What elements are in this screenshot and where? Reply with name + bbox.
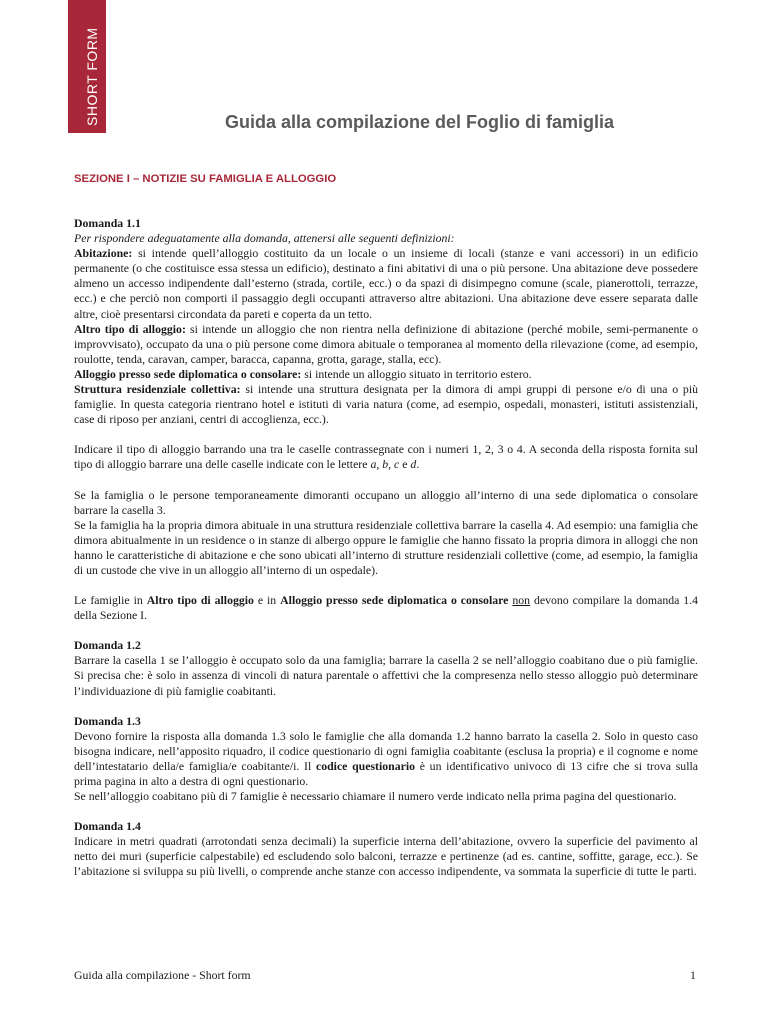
q13-heading: Domanda 1.3 — [74, 713, 141, 728]
definition-struttura-collettiva: Struttura residenziale collettiva: si intende una struttura designata per la dimora di ampi gruppi di persone e/o di una o più famiglie. In questa categoria rientrano hotel e istituti di varia natura (come, ad esempio, ospedali, monasteri, istituti assistenziali, case di riposo per anziani, centri di accoglienza, ecc.). — [74, 382, 698, 427]
q12-heading: Domanda 1.2 — [74, 638, 141, 653]
q11-heading: Domanda 1.1 — [74, 216, 141, 230]
page-number: 1 — [690, 968, 696, 982]
q11-paragraph-sede: Se la famiglia o le persone temporaneamente dimoranti occupano un alloggio all’interno di una sede diplomatica o consolare barrare la casella 3. — [74, 487, 698, 517]
band-label: SHORT FORM — [84, 27, 100, 126]
q12-text: Barrare la casella 1 se l’alloggio è occupato solo da una famiglia; barrare la casella 2 se nell’alloggio coabitano due o più famiglie. Si precisa che: è solo in assenza di vincoli di natura parentale o affettivi che la compresenza nello stesso alloggio può determinare l’individuazione di più famiglie coabitanti. — [74, 653, 698, 698]
footer-label: Guida alla compilazione - Short form — [74, 968, 251, 982]
q11-paragraph-note: Le famiglie in Altro tipo di alloggio e in Alloggio presso sede diplomatica o consolare non devono compilare la domanda 1.4 della Sezione I. — [74, 593, 699, 623]
document-body — [74, 216, 698, 880]
section-title: SEZIONE I – NOTIZIE SU FAMIGLIA E ALLOGGIO — [74, 173, 337, 185]
q14-heading: Domanda 1.4 — [74, 819, 141, 834]
definition-altro-tipo: Altro tipo di alloggio: si intende un alloggio che non rientra nella definizione di abitazione (perché mobile, semi-permanente o improvvisato), occupato da una o più persone come dimora abituale o temporanea al momento della rilevazione (come, ad esempio, roulotte, tenda, caravan, camper, baracca, capanna, grotta, garage, stalla, ecc). — [74, 321, 698, 366]
q13-text-note: Se nell’alloggio coabitano più di 7 famiglie è necessario chiamare il numero verde indicato nella prima pagina del questionario. — [74, 789, 677, 804]
definition-sede-diplomatica: Alloggio presso sede diplomatica o consolare: si intende un alloggio situato in territorio estero. — [74, 366, 532, 381]
q14-text: Indicare in metri quadrati (arrotondati senza decimali) la superficie interna dell’abitazione, ovvero la superficie del pavimento al netto dei muri (superficie calpestabile) ed escludendo solo balconi, terrazze e pertinenze (ad es. cantine, soffitte, garage, ecc.). Se l’abitazione si sviluppa su più livelli, o comprende anche stanze con accesso indipendente, va sommata la superficie di tutte le parti. — [74, 834, 698, 879]
q13-text: Devono fornire la risposta alla domanda 1.3 solo le famiglie che alla domanda 1.2 hanno barrato la casella 2. Solo in questo caso bisogna indicare, nell’apposito riquadro, il codice questionario di ogni famiglia coabitante (esclusa la propria) e il cognome e nome dell’intestatario della/e famiglia/e coabitante/i. Il codice questionario è un identificativo univoco di 13 cifre che si trova sulla prima pagina in alto a destra di ogni questionario. — [74, 728, 698, 788]
definition-abitazione: Abitazione: si intende quell’alloggio costituito da un locale o un insieme di locali (stanze e vani accessori) in un edificio permanente (o che costituisce essa stessa un edificio), destinato a fini abitativi di una o più persone. Una abitazione deve possedere almeno un accesso indipendente dall’esterno (strada, cortile, ecc.) o da spazi di disimpegno comune (scale, pianerottoli, terrazze, ecc.) e che perciò non comporti il passaggio degli occupanti attraverso altre abitazioni. Una abitazione deve essere separata dalle altre, cioè presentarsi circondata da pareti e coperta da un tetto. — [74, 246, 698, 321]
q11-paragraph-tipo: Indicare il tipo di alloggio barrando una tra le caselle contrassegnate con i numeri 1, 2, 3 o 4. A seconda della risposta fornita sul tipo di alloggio barrare una delle caselle indicate con le lettere a, b, c e d. — [74, 442, 698, 472]
page-title: Guida alla compilazione del Foglio di famiglia — [225, 112, 615, 132]
q11-intro: Per rispondere adeguatamente alla domanda, attenersi alle seguenti definizioni: — [74, 231, 455, 246]
q11-paragraph-struttura: Se la famiglia ha la propria dimora abituale in una struttura residenziale collettiva barrare la casella 4. Ad esempio: una famiglia che dimora abitualmente in un residence o in stanze di albergo oppure le famiglie che hanno fissato la propria dimora in alloggi che non hanno le caratteristiche di abitazione e che sono ubicati all’interno di strutture residenziali collettive (come, ad esempio, la famiglia di un custode che vive in un alloggio all’interno di un ospedale). — [74, 517, 698, 577]
